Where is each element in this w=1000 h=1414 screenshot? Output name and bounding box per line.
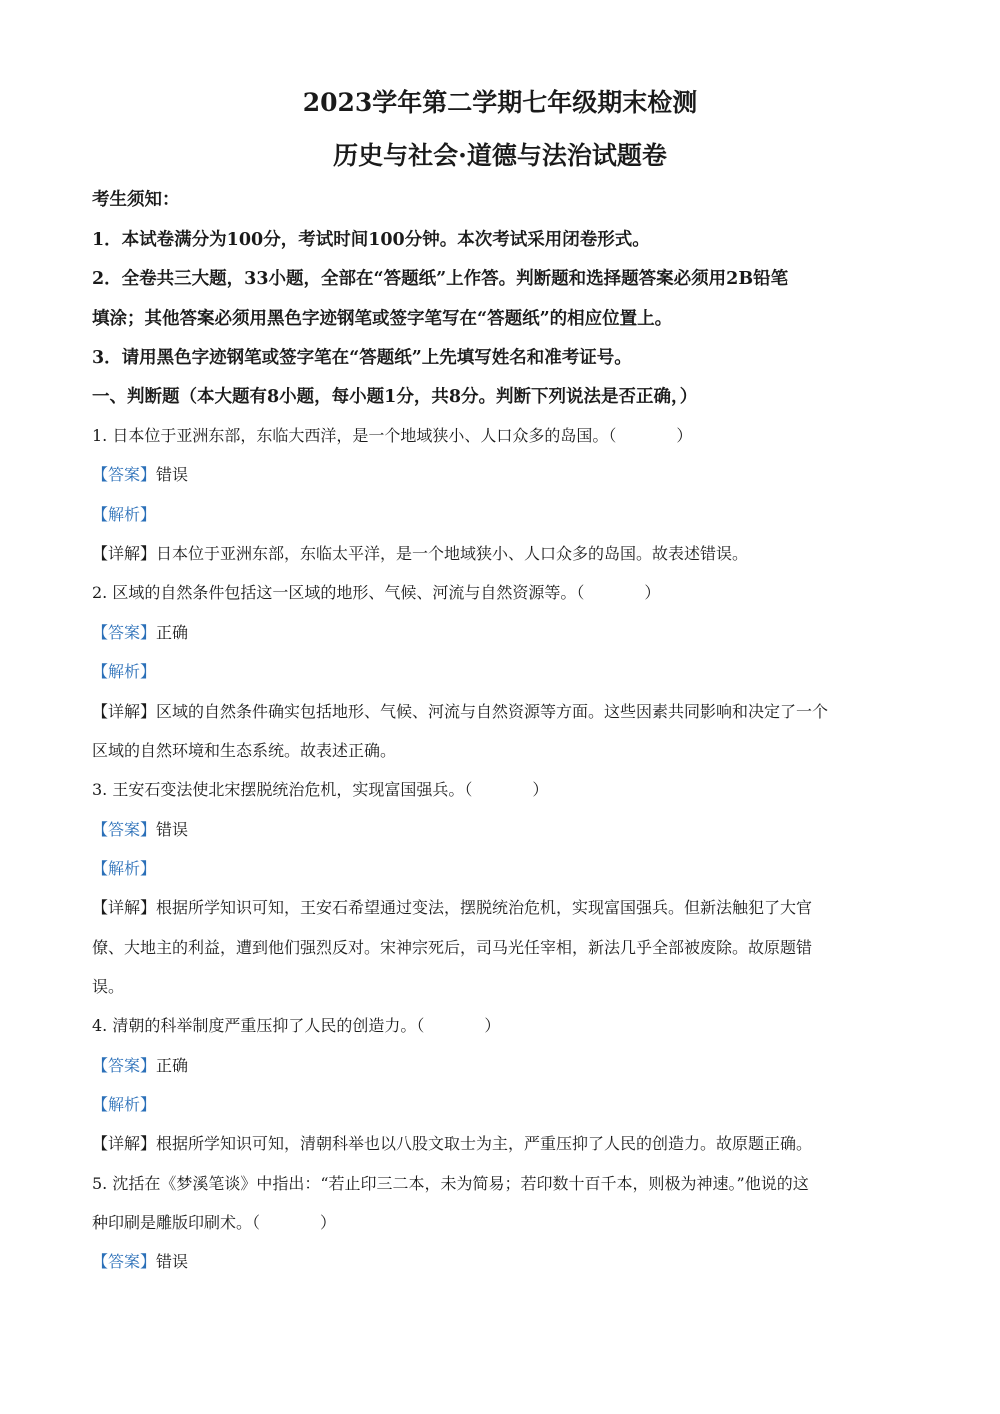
question-5: 5. 沈括在《梦溪笔谈》中指出：“若止印三二本，未为简易；若印数十百千本，则极为神速。”他说的这 <box>92 1174 809 1193</box>
answer-paren-open: （ <box>416 1016 425 1035</box>
detail-text: 根据所学知识可知，王安石希望通过变法，摆脱统治危机，实现富国强兵。但新法触犯了大官 <box>156 898 813 917</box>
answer-row <box>92 818 922 842</box>
detail-row <box>92 700 922 724</box>
analysis-label: 【解析】 <box>92 859 157 878</box>
detail-row <box>92 896 922 920</box>
notice-item-3: 3．请用黑色字迹钢笔或签字笔在“答题纸”上先填写姓名和准考证号。 <box>92 348 632 368</box>
question-2 <box>92 581 922 605</box>
question-text: 3. 王安石变法使北宋摆脱统治危机，实现富国强兵。 <box>92 780 465 799</box>
question-text: 1. 日本位于亚洲东部，东临大西洋，是一个地域狭小、人口众多的岛国。 <box>92 426 609 445</box>
detail-label: 【详解】 <box>92 544 157 563</box>
answer-label: 【答案】 <box>92 820 157 839</box>
answer-row <box>92 1054 922 1078</box>
notice-item-1: 1．本试卷满分为100分，考试时间100分钟。本次考试采用闭卷形式。 <box>92 230 650 250</box>
question-4 <box>92 1014 922 1038</box>
detail-continuation: 区域的自然环境和生态系统。故表述正确。 <box>92 741 397 760</box>
answer-paren-close: ） <box>644 583 661 602</box>
detail-continuation: 僚、大地主的利益，遭到他们强烈反对。宋神宗死后，司马光任宰相，新法几乎全部被废除。故原题错 <box>92 938 813 957</box>
answer-value: 错误 <box>156 465 189 484</box>
answer-label: 【答案】 <box>92 1056 157 1075</box>
notice-heading: 考生须知： <box>92 190 180 210</box>
detail-row <box>92 1132 922 1156</box>
analysis-row <box>92 857 922 881</box>
question-text: 4. 清朝的科举制度严重压抑了人民的创造力。 <box>92 1016 417 1035</box>
answer-row <box>92 1250 922 1274</box>
question-5-continuation <box>92 1211 922 1235</box>
notice-item-2-line-1: 2．全卷共三大题，33小题，全部在“答题纸”上作答。判断题和选择题答案必须用2B铅笔 <box>92 269 789 289</box>
answer-paren-close: ） <box>532 780 549 799</box>
answer-paren-close: ） <box>484 1016 501 1035</box>
exam-title: 2023学年第二学期七年级期末检测 <box>302 88 698 117</box>
section-1-heading: 一、判断题（本大题有8小题，每小题1分，共8分。判断下列说法是否正确，） <box>92 387 698 407</box>
analysis-label: 【解析】 <box>92 505 157 524</box>
answer-row <box>92 463 922 487</box>
answer-value: 错误 <box>156 1252 189 1271</box>
answer-paren-open: （ <box>608 426 617 445</box>
question-3 <box>92 778 922 802</box>
answer-value: 正确 <box>156 1056 189 1075</box>
detail-label: 【详解】 <box>92 1134 157 1153</box>
notice-item-2-line-2: 填涂；其他答案必须用黑色字迹钢笔或签字笔写在“答题纸”的相应位置上。 <box>92 309 673 329</box>
detail-text: 根据所学知识可知，清朝科举也以八股文取士为主，严重压抑了人民的创造力。故原题正确。 <box>156 1134 813 1153</box>
question-text: 2. 区域的自然条件包括这一区域的地形、气候、河流与自然资源等。 <box>92 583 577 602</box>
detail-text: 区域的自然条件确实包括地形、气候、河流与自然资源等方面。这些因素共同影响和决定了一个 <box>156 702 829 721</box>
detail-row <box>92 542 922 566</box>
answer-label: 【答案】 <box>92 465 157 484</box>
answer-paren-open: （ <box>252 1213 261 1232</box>
answer-paren-open: （ <box>576 583 585 602</box>
analysis-row <box>92 660 922 684</box>
detail-continuation: 误。 <box>92 977 125 996</box>
analysis-row <box>92 1093 922 1117</box>
answer-label: 【答案】 <box>92 1252 157 1271</box>
question-text: 种印刷是雕版印刷术。 <box>92 1213 253 1232</box>
analysis-label: 【解析】 <box>92 1095 157 1114</box>
question-1 <box>92 424 922 448</box>
analysis-label: 【解析】 <box>92 662 157 681</box>
exam-subtitle: 历史与社会·道德与法治试题卷 <box>333 141 667 170</box>
answer-label: 【答案】 <box>92 623 157 642</box>
detail-text: 日本位于亚洲东部，东临太平洋，是一个地域狭小、人口众多的岛国。故表述错误。 <box>156 544 749 563</box>
answer-value: 错误 <box>156 820 189 839</box>
answer-paren-open: （ <box>464 780 473 799</box>
analysis-row <box>92 503 922 527</box>
answer-paren-close: ） <box>676 426 693 445</box>
answer-paren-close: ） <box>320 1213 337 1232</box>
detail-label: 【详解】 <box>92 898 157 917</box>
answer-value: 正确 <box>156 623 189 642</box>
answer-row <box>92 621 922 645</box>
detail-label: 【详解】 <box>92 702 157 721</box>
